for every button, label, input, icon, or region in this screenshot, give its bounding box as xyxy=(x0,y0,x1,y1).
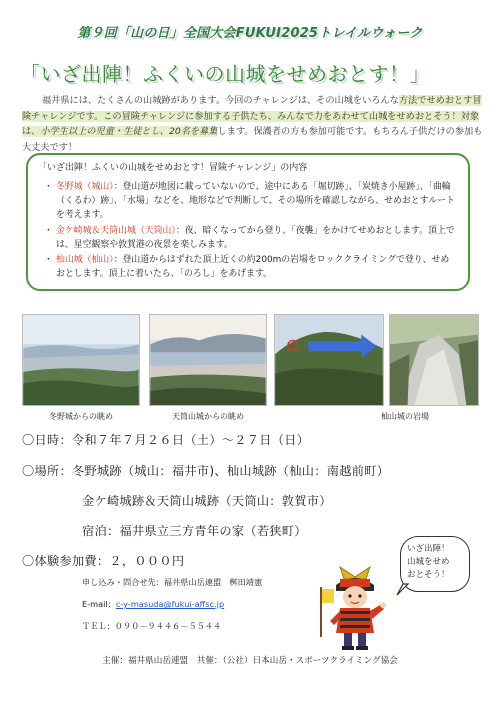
challenge-item-text: ：夜、暗くなってから登り、「夜襲」をかけてせめおとします。頂上では、星空観察や敦賀港の夜景を楽しみます。 xyxy=(56,225,455,250)
contact-apply: 申し込み・問合せ先：福井県山岳連盟 桝田靖憲 xyxy=(82,577,263,587)
caption-somayama: 杣山城の岩場 xyxy=(381,412,429,421)
intro-paragraph xyxy=(22,93,484,155)
challenge-item xyxy=(48,180,458,223)
fee-line xyxy=(22,552,184,569)
photo-fuyuno-view xyxy=(22,314,140,406)
photo-somayama-mountain xyxy=(274,314,384,406)
bubble-line-3: おとそう！ xyxy=(407,570,450,580)
photo-rock-face xyxy=(389,314,479,406)
email-link[interactable]: c-y-masuda@fukui-affsc.jp xyxy=(115,599,225,609)
date-label: 〇日時： xyxy=(22,433,72,447)
intro-text-4: します。保護者の方も参加可能です。もちろん子供だけの参加も大丈夫です！ xyxy=(22,126,483,153)
fee-value: ２，０００円 xyxy=(109,554,185,568)
photo-tezutsuyama-view xyxy=(149,314,267,406)
challenge-item-name: 金ケ崎城＆天筒山城（天筒山） xyxy=(56,225,176,236)
contact-tel: ＴＥＬ：０９０－９４４６－５５４４ xyxy=(82,621,222,631)
speech-bubble xyxy=(400,536,470,592)
samurai-character-icon xyxy=(318,563,392,651)
bubble-line-1: いざ出陣！ xyxy=(407,544,450,554)
place-value-1: 冬野城跡（城山：福井市)、杣山城跡（杣山：南越前町） xyxy=(71,464,390,478)
place-line-2: 金ケ崎城跡＆天筒山城跡（天筒山：敦賀市） xyxy=(82,494,332,508)
intro-text-1: 福井県には、たくさんの山城跡があります。今回のチャレンジは、その山城をいろんな xyxy=(42,95,399,106)
challenge-heading: 「いざ出陣！ふくいの山城をせめおとす！冒険チャレンジ」の内容 xyxy=(38,163,308,173)
date-value: 令和７年７月２６日（土）～２７日（日） xyxy=(71,433,310,447)
date-line xyxy=(22,431,309,448)
challenge-item-text: ：登山道からはずれた頂上近くの約200mの岩場をロッククライミングで登り、せめおとします。頂上に着いたら、「のろし」をあげます。 xyxy=(56,255,450,280)
intro-text-2: 方法でせめおとす冒険チャレンジです。この冒険チャレンジに参加する子供たち、みんな xyxy=(22,95,482,122)
challenge-item xyxy=(48,224,458,252)
email-label: E-mail： xyxy=(82,599,116,609)
contact-email xyxy=(82,599,224,610)
lodging-line: 宿泊：福井県立三方青年の家（若狭町） xyxy=(82,524,307,538)
challenge-item xyxy=(48,253,458,281)
footer-organizers: 主催：福井県山岳連盟 共催：（公社）日本山岳・スポーツクライミング協会 xyxy=(102,656,398,666)
caption-tezutsuyama: 天筒山城からの眺め xyxy=(172,412,244,421)
challenge-item-name: 冬野城（城山） xyxy=(56,182,114,192)
intro-target: 小学生以上の児童・生徒とし、20名を募 xyxy=(40,126,209,138)
place-label: 〇場所： xyxy=(22,464,72,478)
photo-strip xyxy=(0,312,500,422)
catchphrase: 「いざ出陣！ふくいの山城をせめおとす！」 xyxy=(20,62,430,86)
intro-text-3: で力をあわせて山城をせめおとそう！対象は、 xyxy=(22,110,480,138)
challenge-item-name: 杣山城（杣山） xyxy=(56,255,114,266)
challenge-list xyxy=(38,180,458,281)
challenge-box xyxy=(26,153,470,291)
caption-fuyuno: 冬野城からの眺め xyxy=(49,412,113,421)
challenge-item-text: ：登山道が地図に載っていないので、途中にある「堀切跡」、「炭焼き小屋跡」、「曲輪（くるわ）跡」、「水場」などを、地形などで判断して、その場所を確認しながら、せめおとすルートを考えます。 xyxy=(56,182,455,221)
fee-label: 〇体験参加費： xyxy=(22,554,110,568)
intro-target-end: 集 xyxy=(208,126,218,138)
bubble-tail-icon xyxy=(395,583,409,597)
event-title: 第９回「山の日」全国大会FUKUI2025トレイルウォーク xyxy=(77,26,423,41)
bubble-line-2: 山城をせめ xyxy=(407,557,450,567)
place-line xyxy=(22,462,389,479)
